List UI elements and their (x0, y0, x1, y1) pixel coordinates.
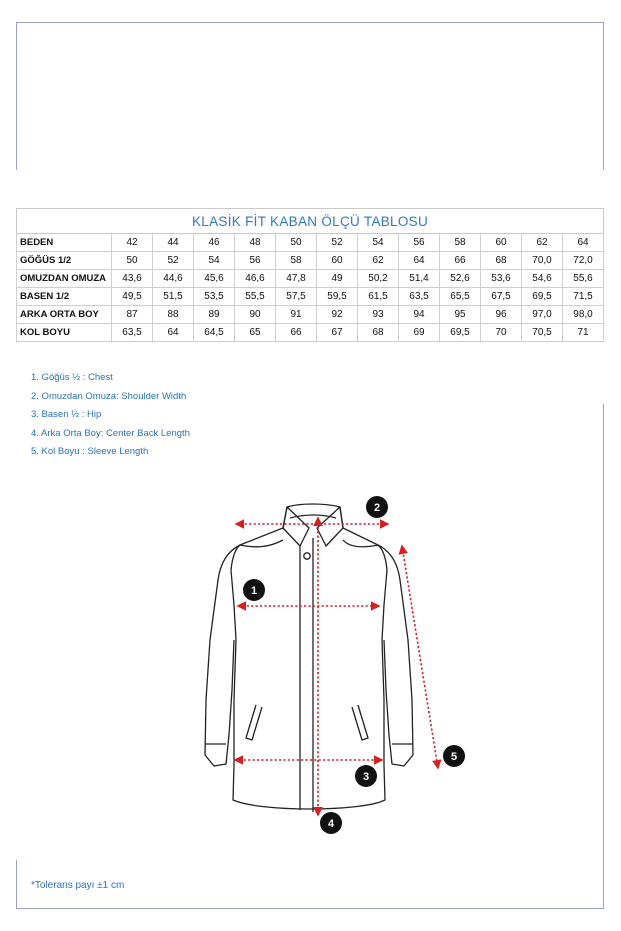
marker-4-label: 4 (327, 818, 335, 830)
legend-item-hip: 3. Basen ½ : Hip (31, 409, 102, 421)
table-cell: 68 (481, 252, 522, 270)
table-cell: 69,5 (522, 288, 563, 306)
coat-illustration (205, 504, 413, 812)
marker-5 (443, 745, 465, 767)
table-cell: 53,5 (194, 288, 235, 306)
table-row (17, 234, 604, 252)
size-chart-body (17, 234, 604, 342)
table-cell: 64 (153, 324, 194, 342)
table-cell: 50 (112, 252, 153, 270)
table-cell: 48 (235, 234, 276, 252)
table-cell: 66 (440, 252, 481, 270)
table-cell: 68 (358, 324, 399, 342)
legend-item-shoulder: 2. Omuzdan Omuza: Shoulder Width (31, 390, 187, 402)
table-cell: 64,5 (194, 324, 235, 342)
marker-5-label: 5 (450, 751, 458, 763)
table-cell: 42 (112, 234, 153, 252)
table-cell: 71 (563, 324, 604, 342)
table-cell: 98,0 (563, 306, 604, 324)
table-cell: 56 (399, 234, 440, 252)
table-cell: 47,8 (276, 270, 317, 288)
table-cell: 58 (276, 252, 317, 270)
row-label: BASEN 1/2 (17, 288, 112, 306)
frame-top (16, 22, 604, 23)
table-cell: 92 (317, 306, 358, 324)
marker-2-label: 2 (373, 502, 381, 514)
marker-1 (243, 579, 265, 601)
table-row (17, 252, 604, 270)
table-cell: 63,5 (399, 288, 440, 306)
table-row (17, 306, 604, 324)
table-cell: 91 (276, 306, 317, 324)
table-cell: 65,5 (440, 288, 481, 306)
table-cell: 56 (235, 252, 276, 270)
table-cell: 67 (317, 324, 358, 342)
row-label: OMUZDAN OMUZA (17, 270, 112, 288)
table-cell: 46,6 (235, 270, 276, 288)
table-cell: 70,5 (522, 324, 563, 342)
legend-item-chest: 1. Göğüs ½ : Chest (31, 372, 113, 383)
table-cell: 57,5 (276, 288, 317, 306)
table-row (17, 324, 604, 342)
measurement-lines (235, 518, 438, 815)
table-cell: 72,0 (563, 252, 604, 270)
table-cell: 90 (235, 306, 276, 324)
table-cell: 70,0 (522, 252, 563, 270)
table-cell: 45,6 (194, 270, 235, 288)
marker-3-label: 3 (362, 771, 370, 783)
table-cell: 55,5 (235, 288, 276, 306)
frame-right-top (603, 22, 604, 170)
marker-1-label: 1 (250, 585, 258, 597)
table-cell: 61,5 (358, 288, 399, 306)
row-label: GÖĞÜS 1/2 (17, 252, 112, 270)
table-row (17, 288, 604, 306)
table-cell: 52 (153, 252, 194, 270)
table-cell: 64 (399, 252, 440, 270)
table-cell: 46 (194, 234, 235, 252)
table-cell: 43,6 (112, 270, 153, 288)
table-row (17, 270, 604, 288)
table-cell: 93 (358, 306, 399, 324)
table-cell: 60 (481, 234, 522, 252)
frame-bottom (16, 908, 604, 909)
frame-left-bottom (16, 860, 17, 909)
row-label: ARKA ORTA BOY (17, 306, 112, 324)
table-cell: 58 (440, 234, 481, 252)
measurement-legend (31, 371, 190, 464)
coat-measurement-diagram (0, 480, 621, 860)
table-cell: 44 (153, 234, 194, 252)
table-cell: 52,6 (440, 270, 481, 288)
table-cell: 44,6 (153, 270, 194, 288)
tolerance-note: *Tolerans payı ±1 cm (31, 880, 125, 891)
table-cell: 96 (481, 306, 522, 324)
table-cell: 94 (399, 306, 440, 324)
table-cell: 62 (522, 234, 563, 252)
table-cell: 67,5 (481, 288, 522, 306)
table-cell: 54 (194, 252, 235, 270)
table-cell: 69,5 (440, 324, 481, 342)
table-cell: 55,6 (563, 270, 604, 288)
row-label: BEDEN (17, 234, 112, 252)
table-cell: 51,5 (153, 288, 194, 306)
table-cell: 89 (194, 306, 235, 324)
table-cell: 97,0 (522, 306, 563, 324)
table-cell: 70 (481, 324, 522, 342)
table-cell: 50 (276, 234, 317, 252)
table-cell: 87 (112, 306, 153, 324)
size-chart-table (16, 208, 604, 342)
marker-4 (320, 812, 342, 834)
table-cell: 50,2 (358, 270, 399, 288)
table-cell: 62 (358, 252, 399, 270)
table-cell: 69 (399, 324, 440, 342)
table-cell: 88 (153, 306, 194, 324)
sleeve-measure-line (402, 546, 438, 768)
frame-left-top (16, 22, 17, 170)
table-cell: 60 (317, 252, 358, 270)
table-cell: 95 (440, 306, 481, 324)
table-cell: 65 (235, 324, 276, 342)
table-cell: 53,6 (481, 270, 522, 288)
table-cell: 71,5 (563, 288, 604, 306)
marker-2 (366, 496, 388, 518)
table-cell: 49,5 (112, 288, 153, 306)
table-cell: 52 (317, 234, 358, 252)
table-cell: 54 (358, 234, 399, 252)
table-cell: 63,5 (112, 324, 153, 342)
legend-item-back-length: 4. Arka Orta Boy: Center Back Length (31, 427, 190, 439)
table-cell: 59,5 (317, 288, 358, 306)
table-cell: 51,4 (399, 270, 440, 288)
marker-3 (355, 765, 377, 787)
row-label: KOL BOYU (17, 324, 112, 342)
table-cell: 66 (276, 324, 317, 342)
table-cell: 64 (563, 234, 604, 252)
size-chart-title: KLASİK FİT KABAN ÖLÇÜ TABLOSU (17, 209, 604, 234)
table-cell: 49 (317, 270, 358, 288)
legend-item-sleeve: 5. Kol Boyu : Sleeve Length (31, 446, 149, 458)
table-cell: 54,6 (522, 270, 563, 288)
